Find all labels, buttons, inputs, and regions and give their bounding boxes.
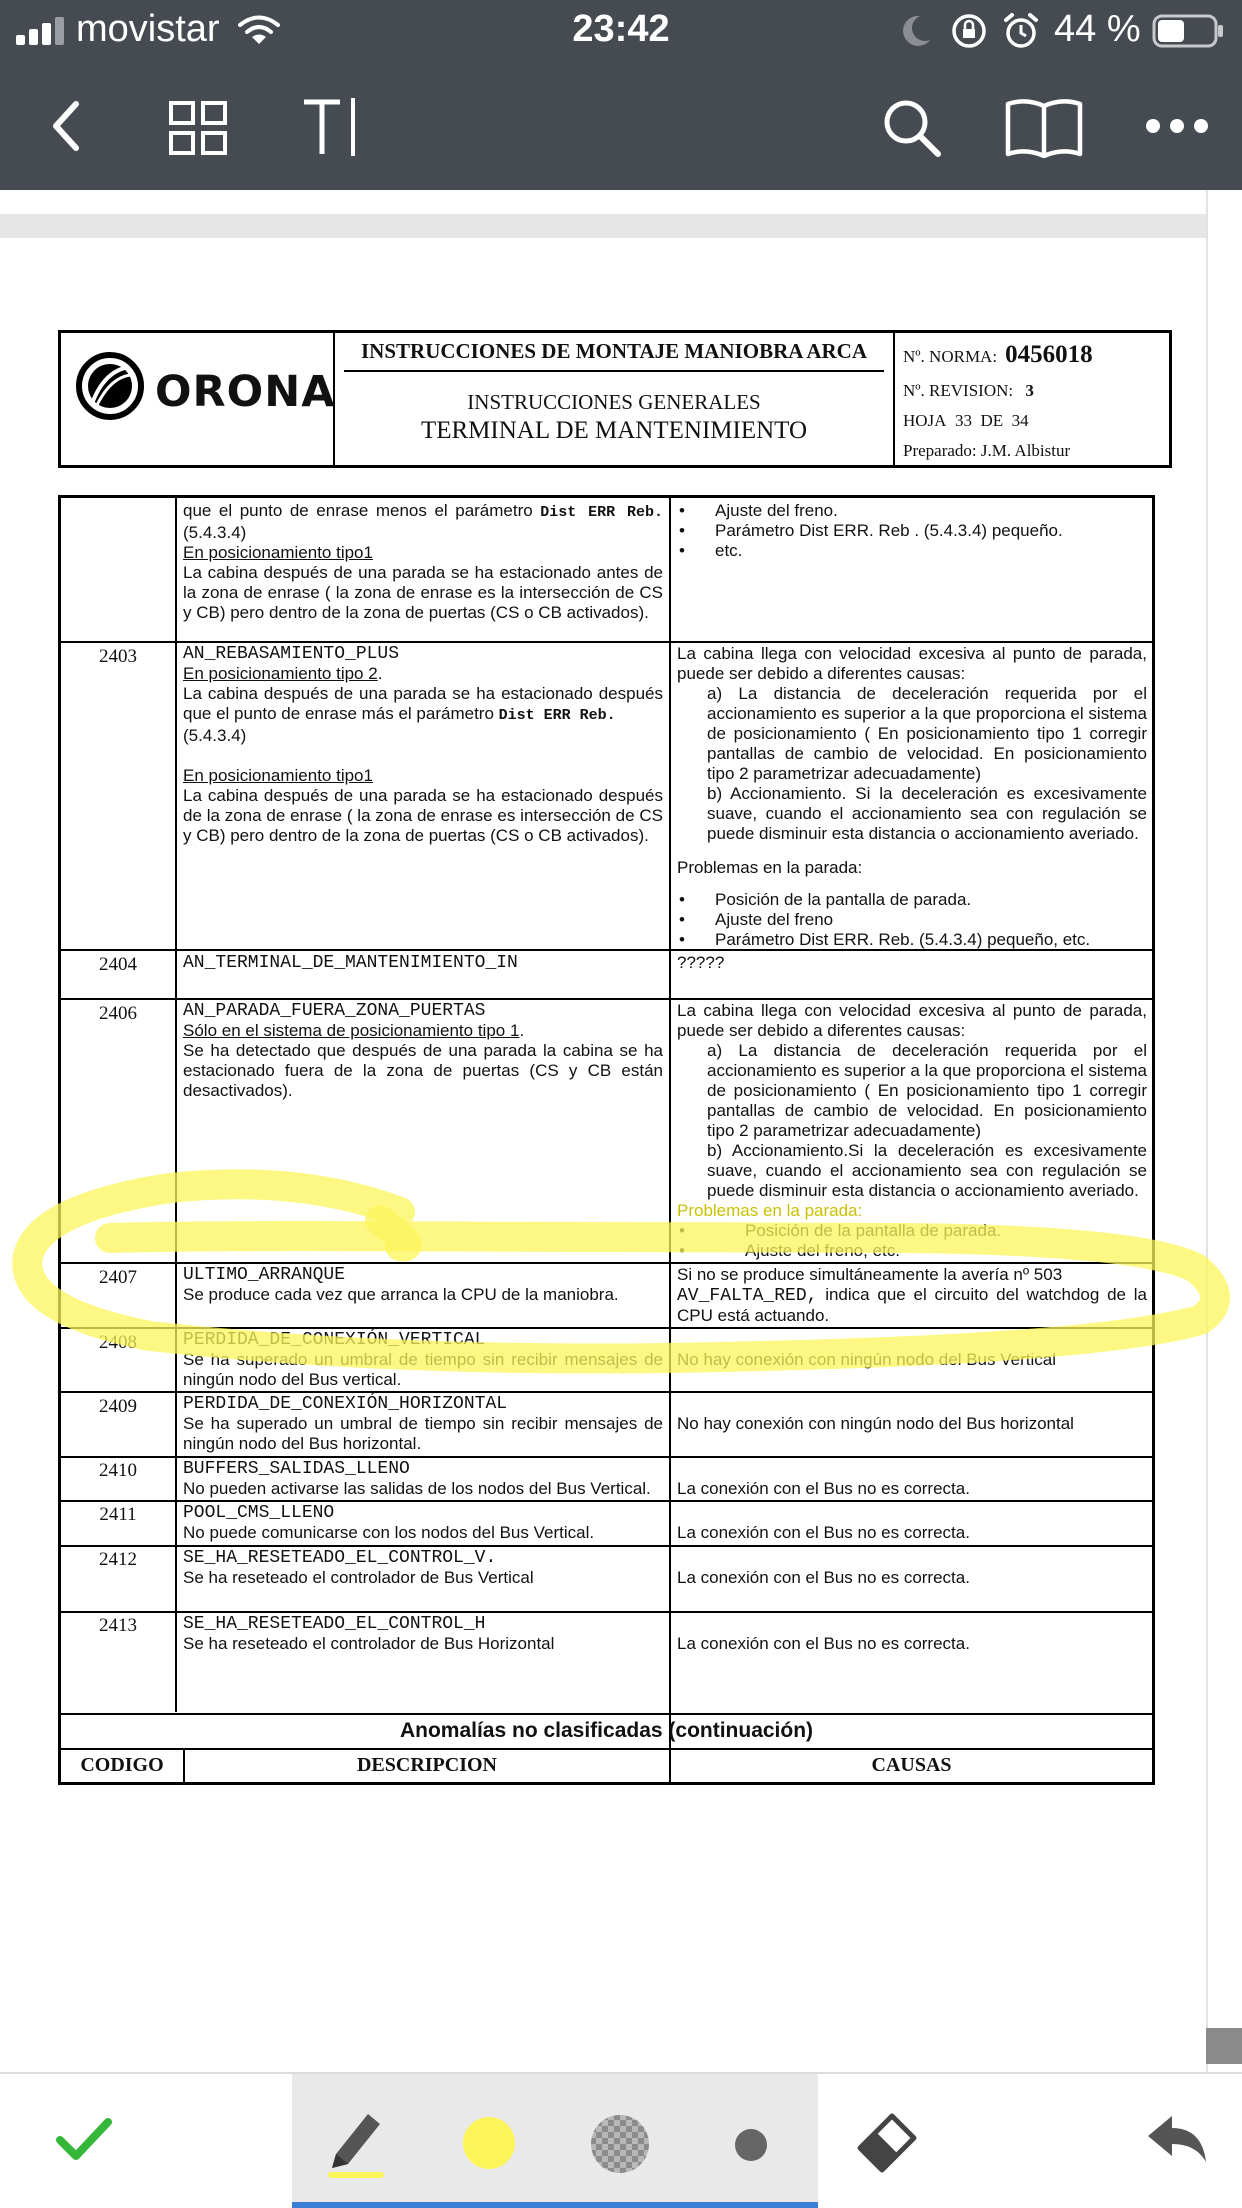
- row-divider: [61, 1391, 1152, 1393]
- row-2407-causes: [677, 1265, 1147, 1326]
- code-2403: 2403: [99, 646, 137, 667]
- row-2409-desc: Se ha superado un umbral de tiempo sin recibir mensajes de ningún nodo del Bus horizontal.: [183, 1414, 663, 1453]
- row-2407-cause-2: indica que el circuito del watchdog de la CPU está actuando.: [677, 1285, 1147, 1325]
- code-2410: 2410: [99, 1460, 137, 1481]
- row-2403-description: AN_REBASAMIENTO_PLUS En posicionamiento tipo 2. La cabina después de una parada se ha estacionado después que el punto de enrase más el parámetro Dist ERR Reb. (5.4.3.4) En posicionamiento tipo1 La cabina después de una parada se ha estacionado después de la zona de enrase ( la zona de enrase es intersección de CS y CB) pero dentro de la zona de puertas (CS o CB activados).: [183, 644, 663, 845]
- cause-intro: La cabina llega con velocidad excesiva al punto de parada, puede ser debido a diferentes causas:: [677, 644, 1147, 683]
- row-divider: [61, 1611, 1152, 1613]
- transparency-swatch[interactable]: [590, 2114, 650, 2174]
- row-2403-ref: (5.4.3.4): [183, 726, 247, 745]
- doc-title-main: INSTRUCCIONES DE MONTAJE MANIOBRA ARCA: [361, 339, 867, 363]
- row-divider: [61, 1748, 1152, 1750]
- anomaly-name: AN_REBASAMIENTO_PLUS: [183, 644, 400, 664]
- row-divider: [61, 1327, 1152, 1329]
- row-2403-causes: [677, 644, 1147, 950]
- row-2408-description: [183, 1330, 663, 1390]
- norma-value: 0456018: [1005, 341, 1093, 368]
- top-bar: [0, 0, 1242, 190]
- undo-icon[interactable]: [1144, 2114, 1210, 2168]
- doc-title-term: TERMINAL DE MANTENIMIENTO: [420, 417, 808, 444]
- clock: 23:42: [572, 8, 670, 50]
- row-cont-description: [183, 501, 663, 623]
- row-cont-causes: [677, 501, 1147, 561]
- code-2406: 2406: [99, 1003, 137, 1024]
- page-separator: [0, 214, 1206, 238]
- cause-intro: La cabina llega con velocidad excesiva al punto de parada, puede ser debido a diferentes causas:: [677, 1001, 1147, 1040]
- row-2407-description: [183, 1265, 663, 1305]
- row-divider: [61, 1500, 1152, 1502]
- anomaly-name: AN_TERMINAL_DE_MANTENIMIENTO_IN: [183, 953, 518, 973]
- status-bar: [0, 0, 1242, 62]
- row-2411-desc: No puede comunicarse con los nodos del Bus Vertical.: [183, 1523, 595, 1542]
- row-2413-cause: La conexión con el Bus no es correcta.: [677, 1634, 970, 1653]
- problem-item: • Ajuste del freno: [677, 910, 1147, 930]
- anomaly-name: SE_HA_RESETEADO_EL_CONTROL_H: [183, 1614, 486, 1634]
- checkmark-icon[interactable]: [56, 2116, 112, 2162]
- scrollbar-thumb[interactable]: [1206, 2028, 1242, 2064]
- row-2406-desc: Se ha detectado que después de una parada la cabina se ha estacionado fuera de la zona de puertas (CS y CB están desactivados).: [183, 1041, 663, 1100]
- anomaly-name: POOL_CMS_LLENO: [183, 1503, 335, 1523]
- code-2411: 2411: [99, 1504, 137, 1525]
- revision-value: 3: [1025, 381, 1034, 400]
- row-2403-heading-1: En posicionamiento tipo 2: [183, 664, 378, 683]
- grid-icon[interactable]: [168, 100, 228, 156]
- problem-item: • Posición de la pantalla de parada.: [677, 1221, 1147, 1241]
- battery-percent: 44 %: [1054, 8, 1141, 50]
- hoja-label: HOJA: [903, 411, 947, 430]
- row-2403-heading-2: En posicionamiento tipo1: [183, 766, 373, 785]
- cause-b: b) Accionamiento. Si la deceleración es excesivamente suave, cuando el accionamiento sea con regulación se puede disminuir esta distancia o accionamiento averiado.: [707, 784, 1147, 843]
- column-header-codigo: CODIGO: [80, 1754, 164, 1776]
- norma-label: Nº. NORMA:: [903, 347, 998, 366]
- title-cell: [335, 333, 895, 465]
- problems-list: [677, 1221, 1147, 1261]
- hoja-line: [903, 411, 1029, 431]
- title-rule: [344, 370, 884, 372]
- hoja-value: 33: [954, 411, 972, 430]
- cause-b: b) Accionamiento.Si la deceleración es excesivamente suave, cuando el accionamiento sea con regulación se puede disminuir esta distancia o accionamiento averiado.: [707, 1141, 1147, 1200]
- row-2410-description: [183, 1459, 663, 1499]
- row-divider: [61, 1545, 1152, 1547]
- hoja-de: DE: [980, 411, 1004, 430]
- row-cont-ref: (5.4.3.4): [183, 523, 247, 542]
- row-2404-cause: ?????: [677, 953, 725, 972]
- hoja-total: 34: [1011, 411, 1029, 430]
- carrier-name: movistar: [76, 8, 220, 50]
- row-2410-desc: No pueden activarse las salidas de los nodos del Bus Vertical.: [183, 1479, 651, 1498]
- row-2409-description: [183, 1394, 663, 1454]
- logo-cell: [61, 333, 335, 465]
- alarm-icon: [1002, 12, 1040, 50]
- anomaly-name: SE_HA_RESETEADO_EL_CONTROL_V.: [183, 1548, 497, 1568]
- row-2412-desc: Se ha reseteado el controlador de Bus Vertical: [183, 1568, 534, 1587]
- column-header-descripcion: DESCRIPCION: [356, 1754, 498, 1776]
- problems-heading: Problemas en la parada:: [677, 858, 863, 877]
- code-2408: 2408: [99, 1332, 137, 1353]
- problems-list: [677, 890, 1147, 950]
- logo-text: ORONA: [155, 367, 336, 417]
- row-cont-desc-3: La cabina después de una parada se ha estacionado antes de la zona de enrase ( la zona de enrase es la intersección de CS y CB) pero dentro de la zona de puertas (CS o CB activados).: [183, 563, 663, 622]
- doc-title-sub: INSTRUCCIONES GENERALES: [467, 390, 761, 414]
- problem-item: • Ajuste del freno, etc.: [677, 1241, 1147, 1261]
- row-2406-description: [183, 1001, 663, 1101]
- text-cursor-icon[interactable]: [300, 94, 360, 160]
- anomaly-name: PERDIDA_DE_CONEXIÓN_VERTICAL: [183, 1330, 486, 1350]
- drawing-toolbar: [0, 2072, 1242, 2208]
- code-2413: 2413: [99, 1615, 137, 1636]
- row-divider: [61, 641, 1152, 643]
- battery-icon: [1152, 14, 1224, 48]
- problems-heading: Problemas en la parada:: [677, 1201, 863, 1220]
- document-header: [58, 330, 1172, 468]
- col-divider-2: [669, 498, 671, 1782]
- row-divider: [61, 1456, 1152, 1458]
- back-icon[interactable]: [48, 100, 84, 152]
- row-2413-description: [183, 1614, 663, 1654]
- pencil-icon[interactable]: [324, 2102, 388, 2178]
- column-header-causas: CAUSAS: [871, 1754, 952, 1776]
- row-2409-cause: No hay conexión con ningún nodo del Bus horizontal: [677, 1414, 1074, 1433]
- rotation-lock-icon: [950, 12, 988, 50]
- col-divider-1: [175, 498, 177, 1712]
- anomaly-name: BUFFERS_SALIDAS_LLENO: [183, 1459, 410, 1479]
- revision-label: Nº. REVISION:: [903, 381, 1014, 400]
- row-divider: [61, 1713, 1152, 1715]
- code-2409: 2409: [99, 1396, 137, 1417]
- row-cont-param: Dist ERR Reb.: [540, 504, 664, 521]
- orona-logo-icon: [75, 351, 145, 421]
- anomaly-name: PERDIDA_DE_CONEXIÓN_HORIZONTAL: [183, 1394, 508, 1414]
- table-section-title: Anomalías no clasificadas (continuación): [399, 1719, 814, 1742]
- book-icon[interactable]: [1004, 98, 1084, 158]
- yellow-color-swatch[interactable]: [462, 2116, 516, 2170]
- row-2411-cause: La conexión con el Bus no es correcta.: [677, 1523, 970, 1542]
- row-2410-cause: La conexión con el Bus no es correcta.: [677, 1479, 970, 1498]
- dot-size-icon[interactable]: [734, 2128, 768, 2162]
- row-divider: [61, 1262, 1152, 1264]
- cause-a: a) La distancia de deceleración requerida por el accionamiento es superior a la que proporciona el sistema de posicionamiento ( En posicionamiento tipo 1 corregir pantallas de cambio de velocidad. En posicionamiento tipo 2 parametrizar adecuadamente): [707, 684, 1147, 783]
- row-divider: [61, 998, 1152, 1000]
- row-2403-desc-1: La cabina después de una parada se ha estacionado después que el punto de enrase más el parámetro: [183, 684, 663, 723]
- cause-a: a) La distancia de deceleración requerida por el accionamiento es superior a la que proporciona el sistema de posicionamiento ( En posicionamiento tipo 1 corregir pantallas de cambio de velocidad. En posicionamiento tipo 2 parametrizar adecuadamente): [707, 1041, 1147, 1140]
- row-2408-desc: Se ha superado un umbral de tiempo sin recibir mensajes de ningún nodo del Bus vertical.: [183, 1350, 663, 1389]
- row-2406-heading-end: .: [519, 1021, 525, 1040]
- cause-item: • Ajuste del freno.: [677, 501, 1147, 521]
- row-cont-heading: En posicionamiento tipo1: [183, 543, 373, 562]
- more-icon[interactable]: [1144, 114, 1210, 138]
- selected-tool-indicator: [292, 2202, 818, 2208]
- search-icon[interactable]: [880, 96, 944, 160]
- code-2412: 2412: [99, 1549, 137, 1570]
- row-2412-cause: La conexión con el Bus no es correcta.: [677, 1568, 970, 1587]
- anomalies-table: [58, 495, 1155, 1785]
- row-2411-description: [183, 1503, 663, 1543]
- norma-line: [903, 341, 1093, 369]
- cause-item: • etc.: [677, 541, 1147, 561]
- preparado-line: Preparado: J.M. Albistur: [903, 441, 1071, 460]
- scrollbar-track[interactable]: [1206, 190, 1242, 2072]
- row-2407-param: AV_FALTA_RED,: [677, 1286, 818, 1306]
- problem-item: • Parámetro Dist ERR. Reb. (5.4.3.4) pequeño, etc.: [677, 930, 1147, 950]
- row-2408-cause: No hay conexión con ningún nodo del Bus Vertical: [677, 1350, 1056, 1369]
- anomaly-name: AN_PARADA_FUERA_ZONA_PUERTAS: [183, 1001, 486, 1021]
- meta-cell: [897, 333, 1169, 465]
- row-2403-desc-2: La cabina después de una parada se ha estacionado después de la zona de enrase ( la zona de enrase es intersección de CS y CB) pero dentro de la zona de puertas (CS o CB activados).: [183, 786, 663, 845]
- revision-line: [903, 381, 1034, 401]
- row-2413-desc: Se ha reseteado el controlador de Bus Horizontal: [183, 1634, 555, 1653]
- code-2404: 2404: [99, 954, 137, 975]
- row-2407-cause-1: Si no se produce simultáneamente la avería nº 503: [677, 1265, 1063, 1284]
- code-2407: 2407: [99, 1267, 137, 1288]
- row-2406-causes: [677, 1001, 1147, 1261]
- row-2406-heading: Sólo en el sistema de posicionamiento tipo 1: [183, 1021, 520, 1040]
- cause-item: • Parámetro Dist ERR. Reb . (5.4.3.4) pequeño.: [677, 521, 1147, 541]
- eraser-icon[interactable]: [852, 2110, 918, 2176]
- problem-item: • Posición de la pantalla de parada.: [677, 890, 1147, 910]
- row-cont-desc-1: que el punto de enrase menos el parámetro: [183, 501, 541, 520]
- row-2403-param: Dist ERR Reb.: [498, 707, 616, 724]
- anomaly-name: ULTIMO_ARRANQUE: [183, 1265, 346, 1285]
- row-2407-desc: Se produce cada vez que arranca la CPU de la maniobra.: [183, 1285, 619, 1304]
- row-2412-description: [183, 1548, 663, 1588]
- moon-icon: [900, 14, 932, 48]
